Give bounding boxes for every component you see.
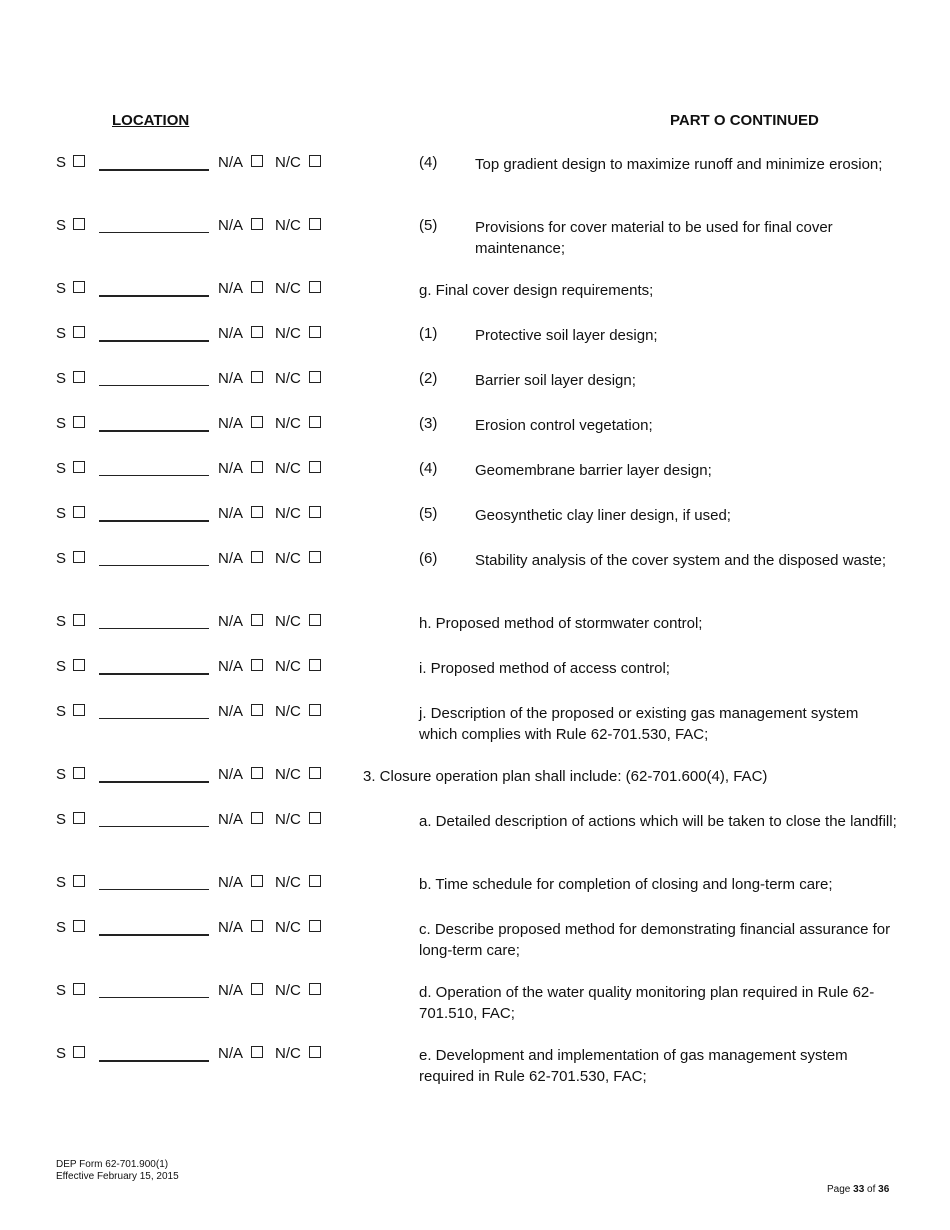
na-label: N/A — [218, 415, 244, 432]
na-checkbox[interactable] — [251, 1046, 263, 1058]
location-blank[interactable] — [99, 673, 209, 675]
nc-checkbox[interactable] — [309, 875, 321, 887]
nc-label: N/C — [275, 280, 301, 297]
s-label: S — [56, 325, 67, 342]
nc-label: N/C — [275, 550, 301, 567]
s-checkbox[interactable] — [73, 983, 85, 995]
s-checkbox[interactable] — [73, 1046, 85, 1058]
nc-checkbox[interactable] — [309, 983, 321, 995]
nc-label: N/C — [275, 658, 301, 675]
location-blank[interactable] — [99, 520, 209, 522]
location-blank[interactable] — [99, 997, 209, 998]
nc-label: N/C — [275, 154, 301, 171]
item-text: Stability analysis of the cover system and the disposed waste; — [475, 552, 887, 569]
na-label: N/A — [218, 505, 244, 522]
nc-checkbox[interactable] — [309, 155, 321, 167]
item-number: (5) — [419, 505, 438, 522]
location-blank[interactable] — [99, 169, 209, 171]
location-blank[interactable] — [99, 628, 209, 629]
item-number: (4) — [419, 460, 438, 477]
nc-checkbox[interactable] — [309, 326, 321, 338]
na-checkbox[interactable] — [251, 371, 263, 383]
na-checkbox[interactable] — [251, 983, 263, 995]
na-label: N/A — [218, 550, 244, 567]
location-blank[interactable] — [99, 934, 209, 936]
na-checkbox[interactable] — [251, 416, 263, 428]
location-blank[interactable] — [99, 385, 209, 386]
na-label: N/A — [218, 154, 244, 171]
s-checkbox[interactable] — [73, 218, 85, 230]
nc-checkbox[interactable] — [309, 704, 321, 716]
s-label: S — [56, 766, 67, 783]
item-number: (1) — [419, 325, 438, 342]
page-total: 36 — [878, 1184, 890, 1195]
na-checkbox[interactable] — [251, 218, 263, 230]
item-text: h. Proposed method of stormwater control; — [419, 615, 703, 632]
s-checkbox[interactable] — [73, 920, 85, 932]
s-label: S — [56, 550, 67, 567]
item-text: b. Time schedule for completion of closing and long-term care; — [419, 876, 833, 893]
na-label: N/A — [218, 460, 244, 477]
item-number: (5) — [419, 217, 438, 234]
item-text: c. Describe proposed method for demonstrating financial assurance for long-term care; — [419, 921, 891, 959]
item-text: a. Detailed description of actions which will be taken to close the landfill; — [419, 813, 897, 830]
nc-checkbox[interactable] — [309, 506, 321, 518]
location-blank[interactable] — [99, 718, 209, 719]
s-checkbox[interactable] — [73, 875, 85, 887]
s-label: S — [56, 613, 67, 630]
nc-label: N/C — [275, 460, 301, 477]
s-checkbox[interactable] — [73, 812, 85, 824]
s-checkbox[interactable] — [73, 659, 85, 671]
na-checkbox[interactable] — [251, 812, 263, 824]
item-number: (4) — [419, 154, 438, 171]
s-checkbox[interactable] — [73, 767, 85, 779]
nc-checkbox[interactable] — [309, 767, 321, 779]
nc-label: N/C — [275, 505, 301, 522]
nc-checkbox[interactable] — [309, 551, 321, 563]
s-label: S — [56, 658, 67, 675]
na-checkbox[interactable] — [251, 461, 263, 473]
na-label: N/A — [218, 658, 244, 675]
nc-label: N/C — [275, 919, 301, 936]
s-label: S — [56, 217, 67, 234]
na-checkbox[interactable] — [251, 767, 263, 779]
s-checkbox[interactable] — [73, 416, 85, 428]
s-checkbox[interactable] — [73, 461, 85, 473]
item-text: Top gradient design to maximize runoff and minimize erosion; — [475, 156, 883, 173]
s-label: S — [56, 919, 67, 936]
s-checkbox[interactable] — [73, 371, 85, 383]
nc-label: N/C — [275, 1045, 301, 1062]
s-label: S — [56, 982, 67, 999]
location-blank[interactable] — [99, 826, 209, 827]
na-label: N/A — [218, 703, 244, 720]
s-label: S — [56, 505, 67, 522]
s-label: S — [56, 874, 67, 891]
item-text: i. Proposed method of access control; — [419, 660, 670, 677]
s-checkbox[interactable] — [73, 506, 85, 518]
s-checkbox[interactable] — [73, 326, 85, 338]
s-label: S — [56, 154, 67, 171]
na-label: N/A — [218, 919, 244, 936]
na-checkbox[interactable] — [251, 704, 263, 716]
nc-label: N/C — [275, 982, 301, 999]
item-text: j. Description of the proposed or existing gas management system which complies with Rule 62-701.530, FAC; — [419, 705, 859, 743]
na-label: N/A — [218, 811, 244, 828]
na-label: N/A — [218, 874, 244, 891]
na-label: N/A — [218, 982, 244, 999]
item-text: Geosynthetic clay liner design, if used; — [475, 507, 731, 524]
na-label: N/A — [218, 1045, 244, 1062]
na-label: N/A — [218, 370, 244, 387]
item-text: Protective soil layer design; — [475, 327, 658, 344]
location-blank[interactable] — [99, 232, 209, 233]
nc-label: N/C — [275, 370, 301, 387]
nc-checkbox[interactable] — [309, 218, 321, 230]
s-checkbox[interactable] — [73, 281, 85, 293]
item-text: 3. Closure operation plan shall include: (62-701.600(4), FAC) — [363, 768, 768, 785]
na-checkbox[interactable] — [251, 281, 263, 293]
s-checkbox[interactable] — [73, 155, 85, 167]
na-checkbox[interactable] — [251, 155, 263, 167]
nc-label: N/C — [275, 415, 301, 432]
part-header: PART O CONTINUED — [670, 112, 819, 129]
location-blank[interactable] — [99, 295, 209, 297]
form-footer — [56, 1159, 179, 1183]
na-label: N/A — [218, 217, 244, 234]
page-number: 33 — [853, 1184, 865, 1195]
nc-checkbox[interactable] — [309, 461, 321, 473]
nc-checkbox[interactable] — [309, 416, 321, 428]
form-number: DEP Form 62-701.900(1) — [56, 1159, 169, 1170]
page-prefix: Page — [827, 1184, 851, 1195]
na-checkbox[interactable] — [251, 875, 263, 887]
s-label: S — [56, 460, 67, 477]
s-checkbox[interactable] — [73, 614, 85, 626]
na-checkbox[interactable] — [251, 920, 263, 932]
s-label: S — [56, 370, 67, 387]
nc-checkbox[interactable] — [309, 1046, 321, 1058]
nc-label: N/C — [275, 703, 301, 720]
nc-label: N/C — [275, 874, 301, 891]
nc-label: N/C — [275, 613, 301, 630]
na-checkbox[interactable] — [251, 506, 263, 518]
nc-checkbox[interactable] — [309, 920, 321, 932]
page-of: of — [867, 1184, 876, 1195]
s-label: S — [56, 280, 67, 297]
nc-checkbox[interactable] — [309, 659, 321, 671]
s-label: S — [56, 703, 67, 720]
location-blank[interactable] — [99, 1060, 209, 1062]
page-indicator — [827, 1184, 889, 1195]
location-blank[interactable] — [99, 475, 209, 476]
item-text: Geomembrane barrier layer design; — [475, 462, 712, 479]
item-number: (2) — [419, 370, 438, 387]
na-checkbox[interactable] — [251, 326, 263, 338]
location-blank[interactable] — [99, 340, 209, 342]
nc-checkbox[interactable] — [309, 614, 321, 626]
nc-checkbox[interactable] — [309, 812, 321, 824]
na-label: N/A — [218, 280, 244, 297]
item-text: e. Development and implementation of gas management system required in Rule 62-701.530, FAC; — [419, 1047, 848, 1085]
na-label: N/A — [218, 613, 244, 630]
s-label: S — [56, 811, 67, 828]
s-checkbox[interactable] — [73, 551, 85, 563]
location-header: LOCATION — [112, 112, 190, 129]
s-label: S — [56, 1045, 67, 1062]
effective-date: Effective February 15, 2015 — [56, 1171, 179, 1182]
item-text: Barrier soil layer design; — [475, 372, 636, 389]
na-label: N/A — [218, 766, 244, 783]
location-blank[interactable] — [99, 565, 209, 566]
s-label: S — [56, 415, 67, 432]
na-checkbox[interactable] — [251, 614, 263, 626]
na-label: N/A — [218, 325, 244, 342]
nc-label: N/C — [275, 811, 301, 828]
location-blank[interactable] — [99, 889, 209, 890]
item-number: (6) — [419, 550, 438, 567]
s-checkbox[interactable] — [73, 704, 85, 716]
na-checkbox[interactable] — [251, 659, 263, 671]
item-text: g. Final cover design requirements; — [419, 282, 654, 299]
location-blank[interactable] — [99, 430, 209, 432]
item-text: d. Operation of the water quality monitoring plan required in Rule 62-701.510, FAC; — [419, 984, 875, 1022]
nc-label: N/C — [275, 217, 301, 234]
na-checkbox[interactable] — [251, 551, 263, 563]
nc-checkbox[interactable] — [309, 281, 321, 293]
location-blank[interactable] — [99, 781, 209, 783]
item-text: Provisions for cover material to be used for final cover maintenance; — [475, 219, 833, 257]
item-text: Erosion control vegetation; — [475, 417, 653, 434]
nc-checkbox[interactable] — [309, 371, 321, 383]
item-number: (3) — [419, 415, 438, 432]
nc-label: N/C — [275, 766, 301, 783]
nc-label: N/C — [275, 325, 301, 342]
